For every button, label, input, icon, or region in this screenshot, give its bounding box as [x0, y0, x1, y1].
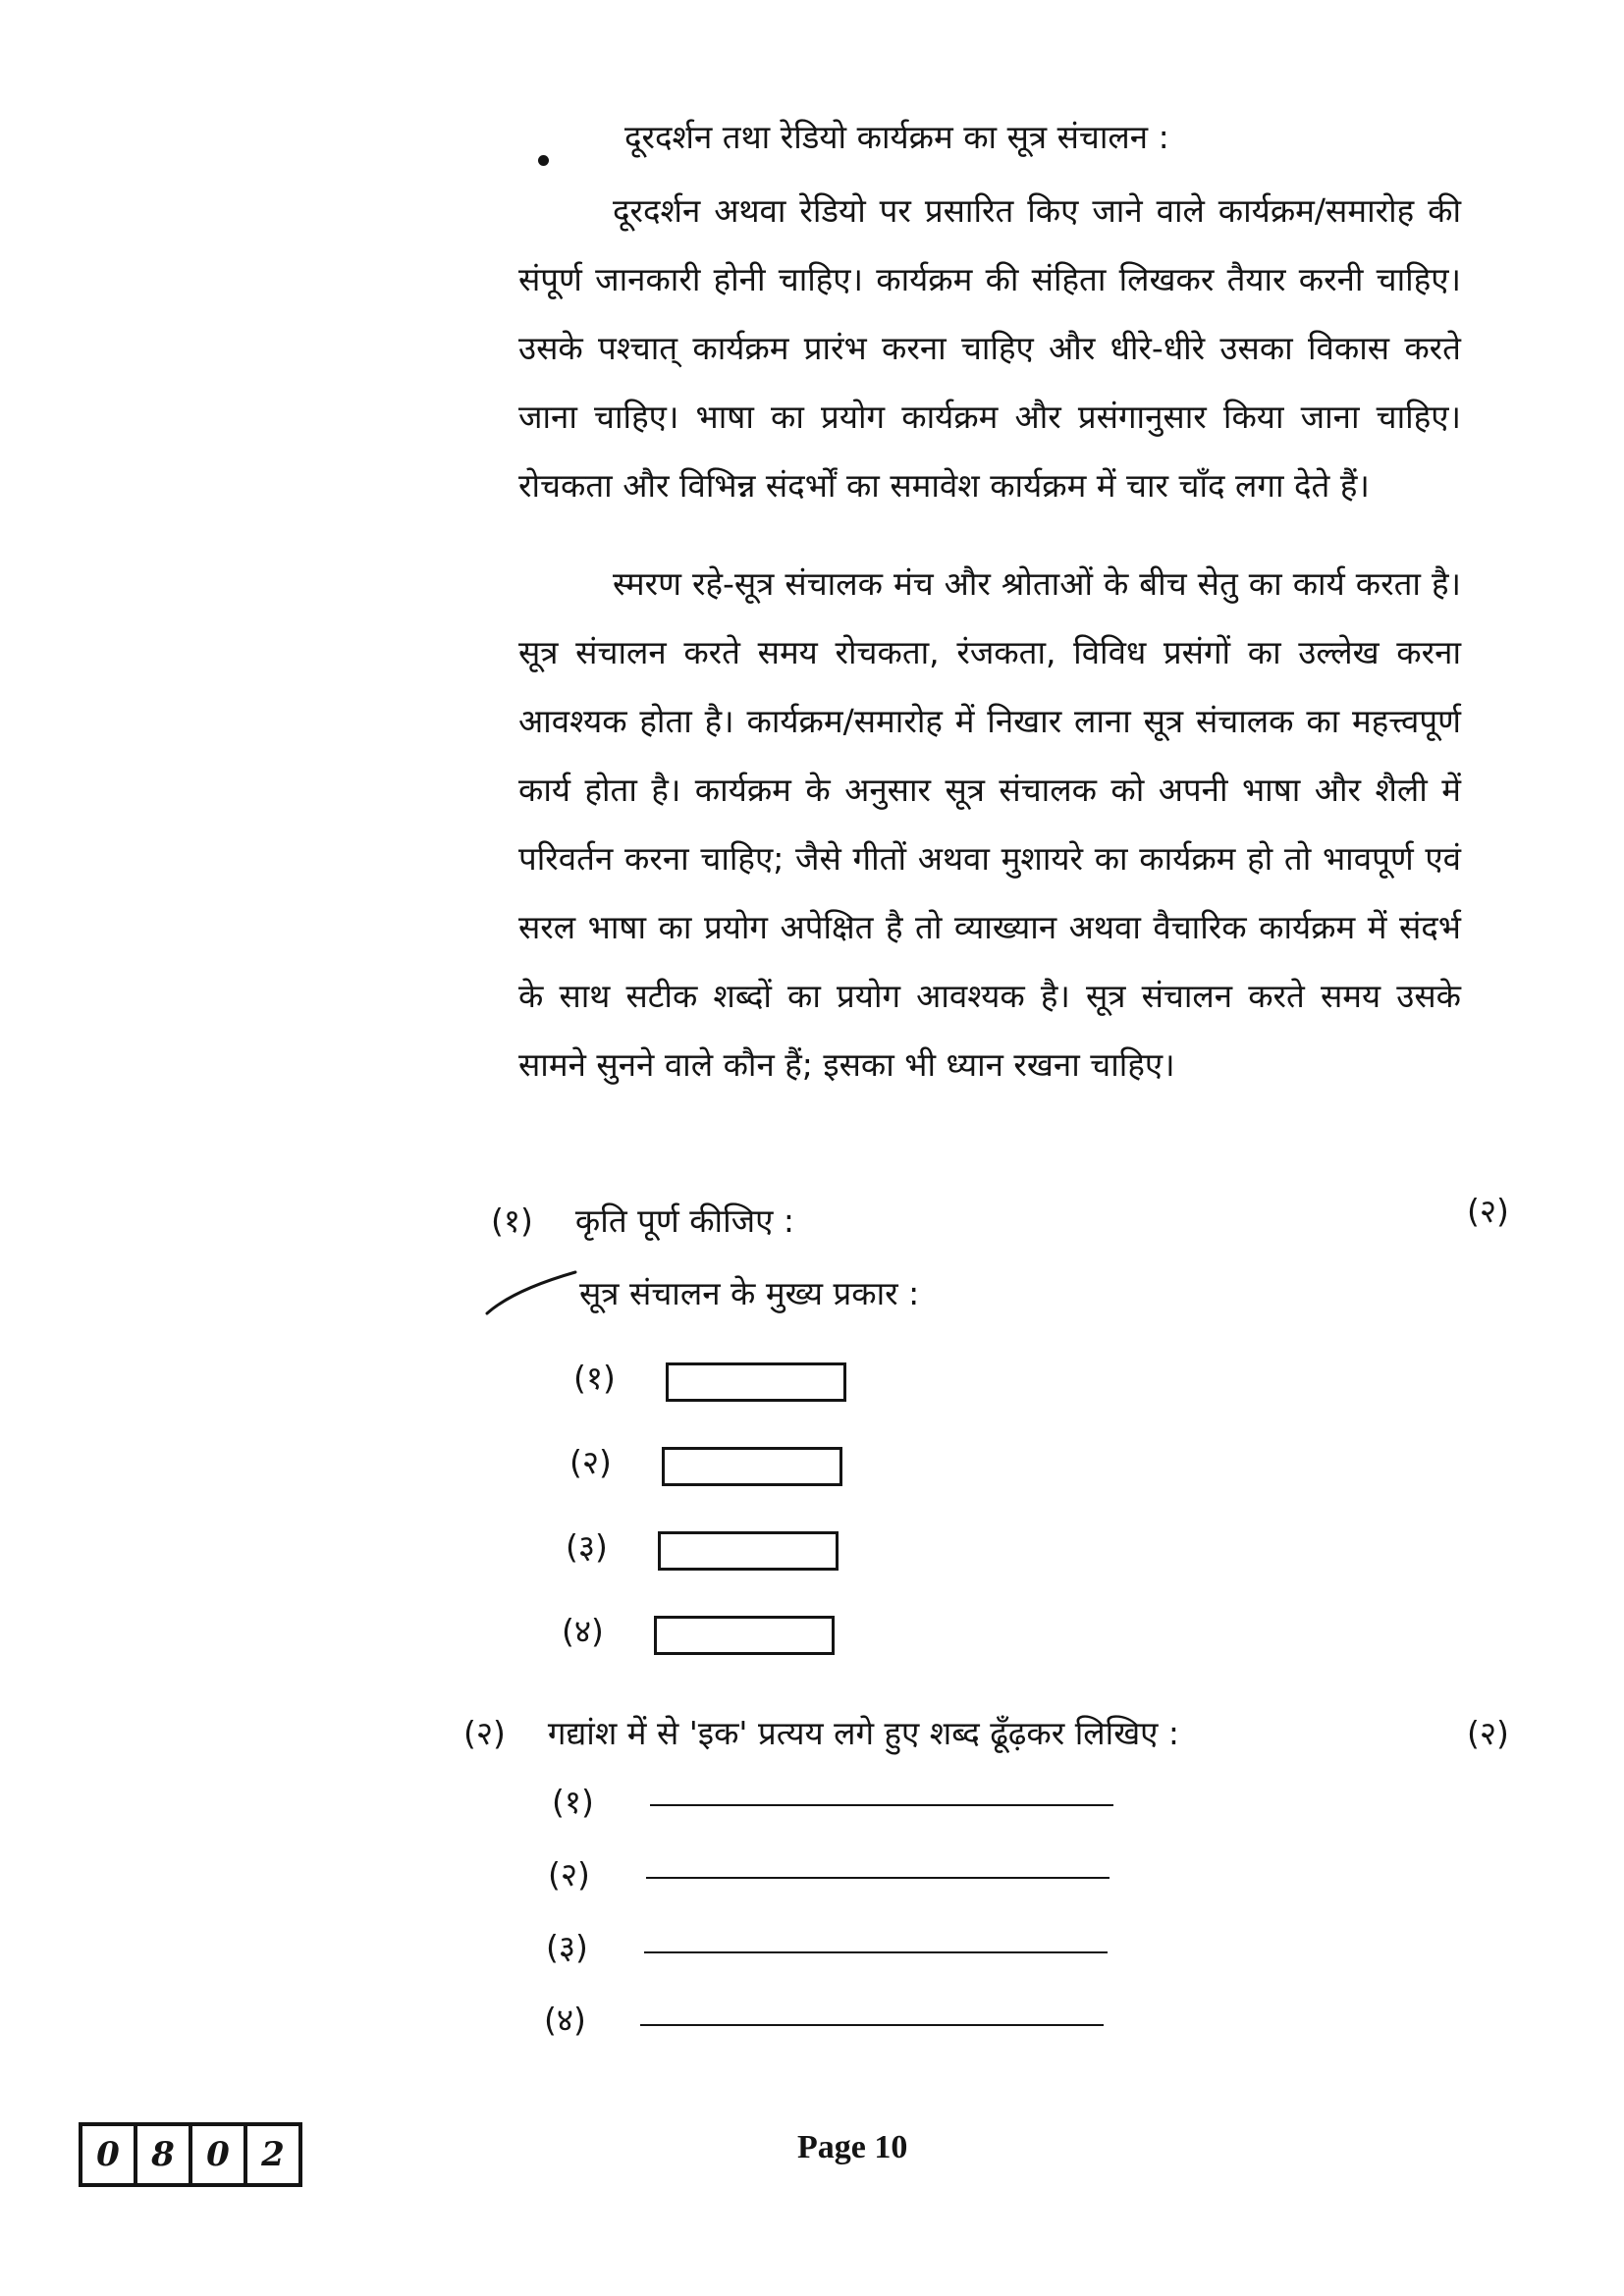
question-1 — [491, 1200, 794, 1243]
question-2-instruction: गद्यांश में से 'इक' प्रत्यय लगे हुए शब्द ढूँढ़कर लिखिए : — [547, 1714, 1180, 1752]
question-2-item-label-1: (१) — [552, 1783, 594, 1821]
answer-line-4[interactable] — [640, 2024, 1104, 2026]
paper-code-box — [79, 2122, 302, 2187]
answer-box-4[interactable] — [654, 1616, 835, 1655]
answer-box-1[interactable] — [666, 1362, 846, 1402]
question-1-item-label-3: (३) — [566, 1527, 608, 1566]
code-digit: 8 — [137, 2126, 192, 2183]
answer-line-2[interactable] — [646, 1877, 1110, 1879]
passage-paragraph-1: दूरदर्शन अथवा रेडियो पर प्रसारित किए जाने वाले कार्यक्रम/समारोह की संपूर्ण जानकारी होनी चाहिए। कार्यक्रम की संहिता लिखकर तैयार करनी चाहिए। उसके पश्चात् कार्यक्रम प्रारंभ करना चाहिए और धीरे-धीरे उसका विकास करते जाना चाहिए। भाषा का प्रयोग कार्यक्रम और प्रसंगानुसार किया जाना चाहिए। रोचकता और विभिन्न संदर्भों का समावेश कार्यक्रम में चार चाँद लगा देते हैं। — [518, 191, 1461, 505]
question-1-item-label-4: (४) — [562, 1612, 604, 1650]
question-2-item-label-3: (३) — [546, 1928, 588, 1966]
question-2-number: (२) — [463, 1714, 506, 1752]
question-1-instruction: कृति पूर्ण कीजिए : — [574, 1201, 794, 1240]
question-2-item-label-4: (४) — [544, 2001, 586, 2039]
bullet-icon — [538, 155, 549, 166]
page-number: Page 10 — [797, 2129, 908, 2165]
pen-stroke-mark — [485, 1258, 579, 1317]
question-1-marks: (२) — [1467, 1192, 1509, 1230]
answer-line-1[interactable] — [650, 1804, 1113, 1806]
question-1-item-label-2: (२) — [569, 1443, 612, 1481]
passage-paragraph-2: स्मरण रहे-सूत्र संचालक मंच और श्रोताओं के बीच सेतु का कार्य करता है। सूत्र संचालन करते समय रोचकता, रंजकता, विविध प्रसंगों का उल्लेख करना आवश्यक होता है। कार्यक्रम/समारोह में निखार लाना सूत्र संचालक का महत्त्वपूर्ण कार्य होता है। कार्यक्रम के अनुसार सूत्र संचालक को अपनी भाषा और शैली में परिवर्तन करना चाहिए; जैसे गीतों अथवा मुशायरे का कार्यक्रम हो तो भावपूर्ण एवं सरल भाषा का प्रयोग अपेक्षित है तो व्याख्यान अथवा वैचारिक कार्यक्रम में संदर्भ के साथ सटीक शब्दों का प्रयोग आवश्यक है। सूत्र संचालन करते समय उसके सामने सुनने वाले कौन हैं; इसका भी ध्यान रखना चाहिए। — [518, 564, 1461, 1084]
answer-box-2[interactable] — [662, 1447, 842, 1486]
section-heading: दूरदर्शन तथा रेडियो कार्यक्रम का सूत्र संचालन : — [624, 118, 1169, 156]
code-digit: 0 — [192, 2126, 247, 2183]
question-2-item-label-2: (२) — [548, 1855, 590, 1894]
code-digit: 0 — [82, 2126, 137, 2183]
question-1-item-label-1: (१) — [573, 1359, 616, 1397]
question-2 — [463, 1712, 1179, 1755]
answer-line-3[interactable] — [644, 1951, 1108, 1953]
question-2-marks: (२) — [1467, 1714, 1509, 1752]
code-digit: 2 — [261, 2135, 285, 2174]
answer-box-3[interactable] — [658, 1531, 839, 1571]
question-1-subtitle: सूत्र संचालन के मुख्य प्रकार : — [579, 1274, 920, 1312]
question-1-number: (१) — [491, 1201, 533, 1240]
